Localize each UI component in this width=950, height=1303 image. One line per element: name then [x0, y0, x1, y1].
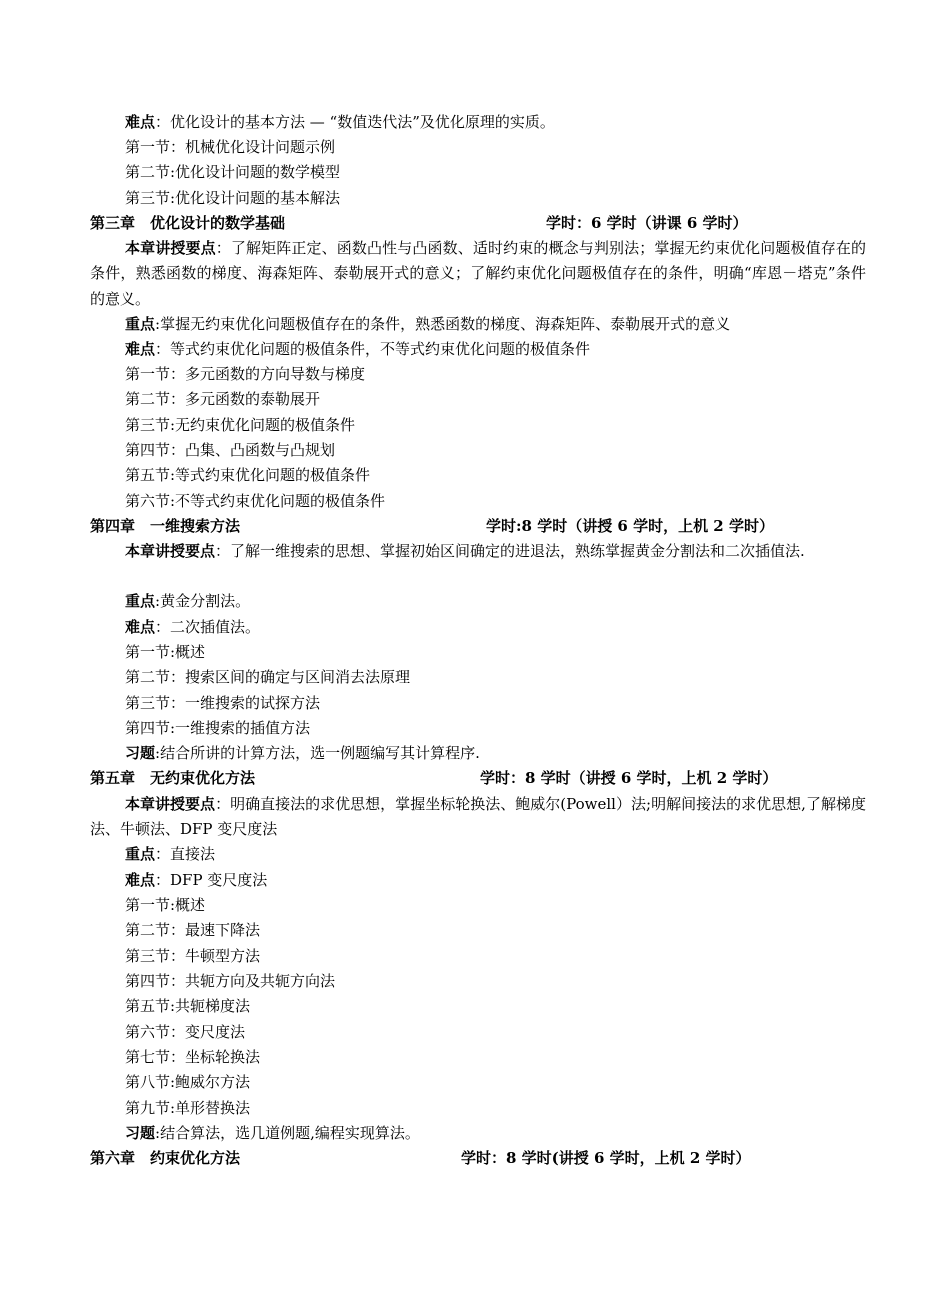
- section-item: 第二节：最速下降法: [125, 921, 261, 939]
- section-item: 第二节：多元函数的泰勒展开: [125, 390, 321, 408]
- section-item: 第五节:共轭梯度法: [125, 997, 251, 1015]
- section-item: 第四节:一维搜索的插值方法: [125, 719, 311, 737]
- section-item: 第一节:概述: [125, 643, 206, 661]
- section-item: 第一节：多元函数的方向导数与梯度: [125, 365, 366, 383]
- section-item: 第八节:鲍威尔方法: [125, 1073, 251, 1091]
- section-item: 第四节：共轭方向及共轭方向法: [125, 972, 336, 990]
- chapter-5-exercise: 习题:结合算法，选几道例题,编程实现算法。: [125, 1124, 420, 1142]
- chapter-4-hours: 学时:8 学时（讲授 6 学时，上机 2 学时）: [486, 517, 774, 535]
- chapter-5-title: 第五章 无约束优化方法: [90, 769, 256, 787]
- chapter-5-hours: 学时：8 学时（讲授 6 学时，上机 2 学时）: [480, 769, 778, 787]
- section-item: 第六节：变尺度法: [125, 1023, 246, 1041]
- chapter-5-difficulty: 难点：DFP 变尺度法: [125, 871, 268, 889]
- chapter-3-main-points: 本章讲授要点：了解矩阵正定、函数凸性与凸函数、适时约束的概念与判别法；掌握无约束优化问题极值存在的条件，熟悉函数的梯度、海森矩阵、泰勒展开式的意义；了解约束优化问题极值存在的条件，明确“库恩－塔克”条件的意义。: [90, 239, 866, 308]
- section-item: 第三节:无约束优化问题的极值条件: [125, 416, 356, 434]
- section-item: 第六节:不等式约束优化问题的极值条件: [125, 492, 386, 510]
- chapter-3-key-points: 重点:掌握无约束优化问题极值存在的条件，熟悉函数的梯度、海森矩阵、泰勒展开式的意义: [125, 315, 731, 333]
- section-item: 第三节:优化设计问题的基本解法: [125, 189, 341, 207]
- chapter-4-exercise: 习题:结合所讲的计算方法，选一例题编写其计算程序.: [125, 744, 480, 762]
- section-item: 第四节：凸集、凸函数与凸规划: [125, 441, 336, 459]
- section-item: 第一节:概述: [125, 896, 206, 914]
- section-item: 第三节：牛顿型方法: [125, 947, 261, 965]
- chapter-6-title: 第六章 约束优化方法: [90, 1149, 241, 1167]
- chapter-3-difficulty: 难点：等式约束优化问题的极值条件，不等式约束优化问题的极值条件: [125, 340, 591, 358]
- chapter-5-key-points: 重点：直接法: [125, 845, 216, 863]
- intro-difficulty: 难点：优化设计的基本方法 — “数值迭代法”及优化原理的实质。: [125, 113, 555, 131]
- chapter-4-title: 第四章 一维搜索方法: [90, 517, 241, 535]
- chapter-6-hours: 学时：8 学时(讲授 6 学时，上机 2 学时）: [461, 1149, 751, 1167]
- chapter-4-main-points: 本章讲授要点：了解一维搜索的思想、掌握初始区间确定的进退法，熟练掌握黄金分割法和二次插值法.: [125, 542, 805, 560]
- chapter-3-hours: 学时：6 学时（讲课 6 学时）: [546, 214, 748, 232]
- chapter-5-main-points: 本章讲授要点：明确直接法的求优思想，掌握坐标轮换法、鲍威尔(Powell）法;明解间接法的求优思想,了解梯度法、牛顿法、DFP 变尺度法: [90, 795, 866, 839]
- section-item: 第二节：搜索区间的确定与区间消去法原理: [125, 668, 411, 686]
- chapter-3-title: 第三章 优化设计的数学基础: [90, 214, 286, 232]
- section-item: 第二节:优化设计问题的数学模型: [125, 163, 341, 181]
- section-item: 第三节：一维搜索的试探方法: [125, 694, 321, 712]
- chapter-4-key-points: 重点:黄金分割法。: [125, 592, 251, 610]
- chapter-4-difficulty: 难点：二次插值法。: [125, 618, 261, 636]
- section-item: 第一节：机械优化设计问题示例: [125, 138, 336, 156]
- section-item: 第五节:等式约束优化问题的极值条件: [125, 466, 371, 484]
- section-item: 第七节：坐标轮换法: [125, 1048, 261, 1066]
- section-item: 第九节:单形替换法: [125, 1099, 251, 1117]
